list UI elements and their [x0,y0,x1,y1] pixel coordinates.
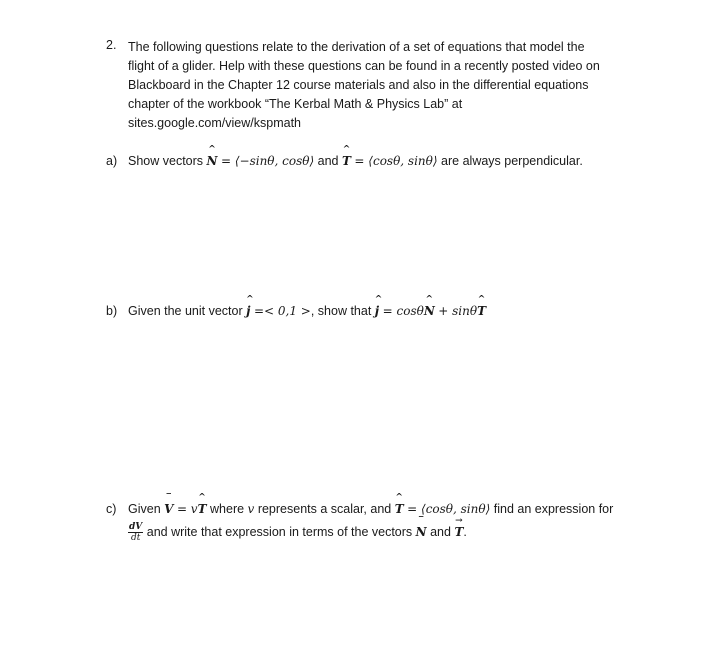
vector-n: ‾ N [415,515,427,539]
vector-t-hat: ^ T [342,145,351,168]
part-a-intro: Show vectors [128,154,204,168]
part-c-line1 [128,493,614,516]
vector-j-hat: ^ j [374,295,383,318]
part-c-find: find an expression for [493,502,614,516]
intro-line: chapter of the workbook “The Kerbal Math & Physics Lab” at [128,97,463,111]
vector-t: → T [454,515,464,539]
part-a-label: a) [106,154,118,168]
vector-j-hat: ^ j [246,295,254,318]
intro-line: The following questions relate to the derivation of a set of equations that model the [128,40,585,54]
part-c-line2 [128,515,467,543]
fraction-numerator: dV [129,522,143,532]
part-a-text [128,145,583,168]
vector-n-hat: ^ N [423,295,435,318]
vector-n-hat: ^ N [206,145,218,168]
vector-t-hat: ^ T [477,295,487,318]
intro-line: sites.google.com/view/kspmath [128,116,301,130]
part-c-where: where [210,502,245,516]
part-c-label: c) [106,502,117,516]
part-b-intro: Given the unit vector [128,304,243,318]
part-b-middle: , show that [310,304,372,318]
part-a-and: and [317,154,339,168]
vector-t-hat: ^ T [197,493,207,516]
part-a-n-equation: = ⟨−sinθ, cosθ⟩ [220,154,315,168]
part-a-tail: are always perpendicular. [441,154,583,168]
fraction-denominator: dt [130,533,141,543]
part-c-scalar-text: represents a scalar, and [257,502,392,516]
question-intro [128,38,648,133]
part-b-text [128,295,487,318]
part-c-write: and write that expression in terms of the vectors [146,524,413,539]
part-c-v-equation: = v [176,502,198,516]
vector-t-hat: ^ T [394,493,404,516]
part-c-t-equation: = ⟨cosθ, sinθ⟩ [407,502,491,516]
intro-line: Blackboard in the Chapter 12 course materials and also in the differential equations [128,78,589,92]
part-b-sin: + sinθ [438,304,478,318]
part-b-cos: = cosθ [382,304,424,318]
intro-line: flight of a glider. Help with these questions can be found in a recently posted video on [128,59,600,73]
part-a-t-equation: = ⟨cosθ, sinθ⟩ [354,154,438,168]
derivative-fraction [128,522,143,543]
scalar-v: v [247,502,255,516]
vector-v: ‾ V [164,493,174,516]
part-b-j-equation: =< 0,1 > [253,304,311,318]
part-c-and: and [430,524,451,539]
part-b-label: b) [106,304,118,318]
part-c-intro: Given [128,502,161,516]
part-c-period: . [463,524,467,539]
question-number: 2. [106,38,117,52]
